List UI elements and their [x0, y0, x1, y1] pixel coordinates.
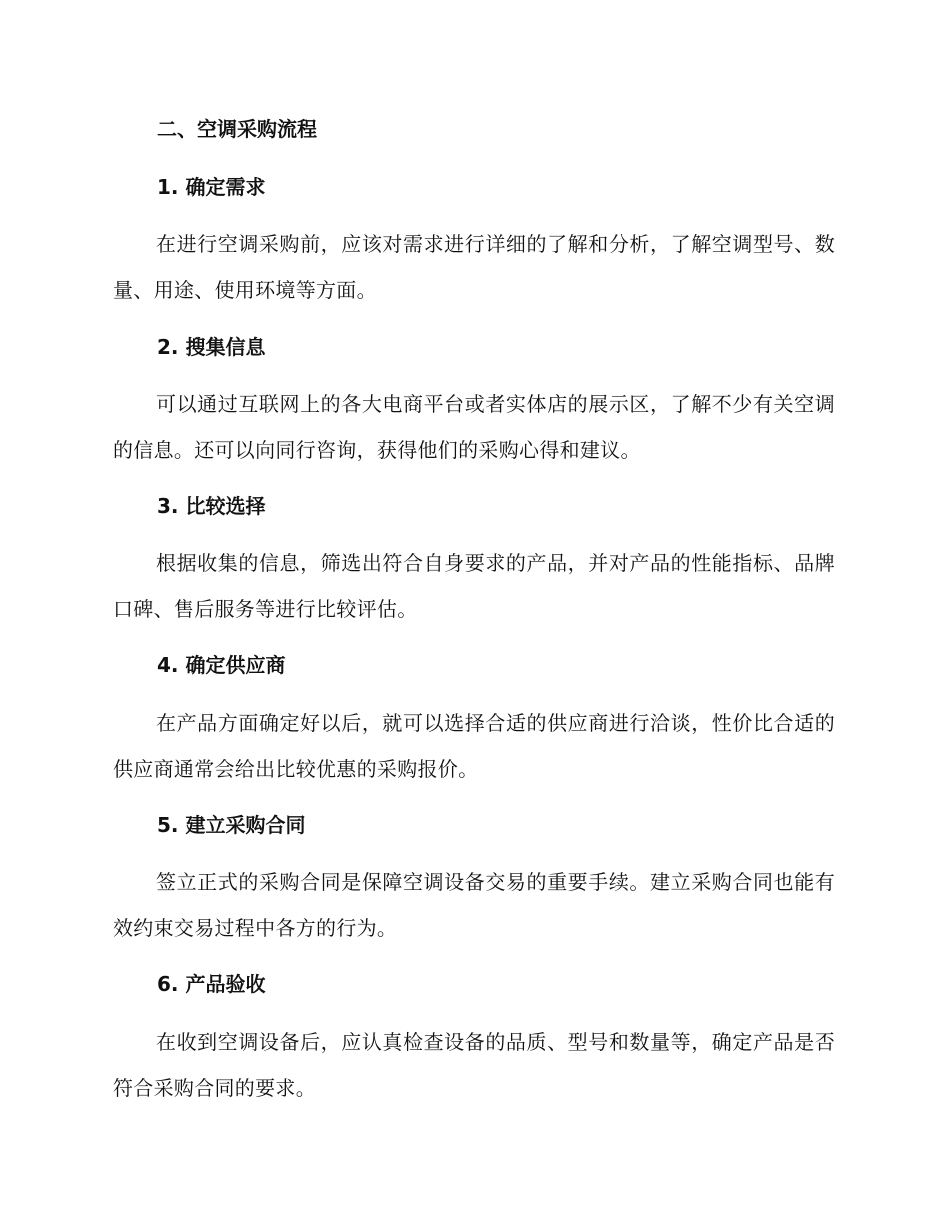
- step-body-6: 在收到空调设备后，应认真检查设备的品质、型号和数量等，确定产品是否符合采购合同的要求。: [113, 1030, 835, 1100]
- step-heading-3: 3. 比较选择: [157, 494, 266, 518]
- step-heading-1: 1. 确定需求: [157, 175, 266, 199]
- step-heading-5: 5. 建立采购合同: [157, 813, 306, 837]
- step-body-3: 根据收集的信息，筛选出符合自身要求的产品，并对产品的性能指标、品牌口碑、售后服务等进行比较评估。: [113, 551, 835, 621]
- step-body-1: 在进行空调采购前，应该对需求进行详细的了解和分析，了解空调型号、数量、用途、使用环境等方面。: [113, 232, 835, 302]
- step-body-4: 在产品方面确定好以后，就可以选择合适的供应商进行洽谈，性价比合适的供应商通常会给出比较优惠的采购报价。: [113, 711, 835, 781]
- step-body-5: 签立正式的采购合同是保障空调设备交易的重要手续。建立采购合同也能有效约束交易过程中各方的行为。: [113, 870, 835, 940]
- step-body-2: 可以通过互联网上的各大电商平台或者实体店的展示区，了解不少有关空调的信息。还可以向同行咨询，获得他们的采购心得和建议。: [113, 392, 835, 462]
- step-heading-2: 2. 搜集信息: [157, 335, 266, 359]
- step-heading-6: 6. 产品验收: [157, 972, 266, 996]
- section-title: 二、空调采购流程: [157, 117, 317, 141]
- step-heading-4: 4. 确定供应商: [157, 653, 286, 677]
